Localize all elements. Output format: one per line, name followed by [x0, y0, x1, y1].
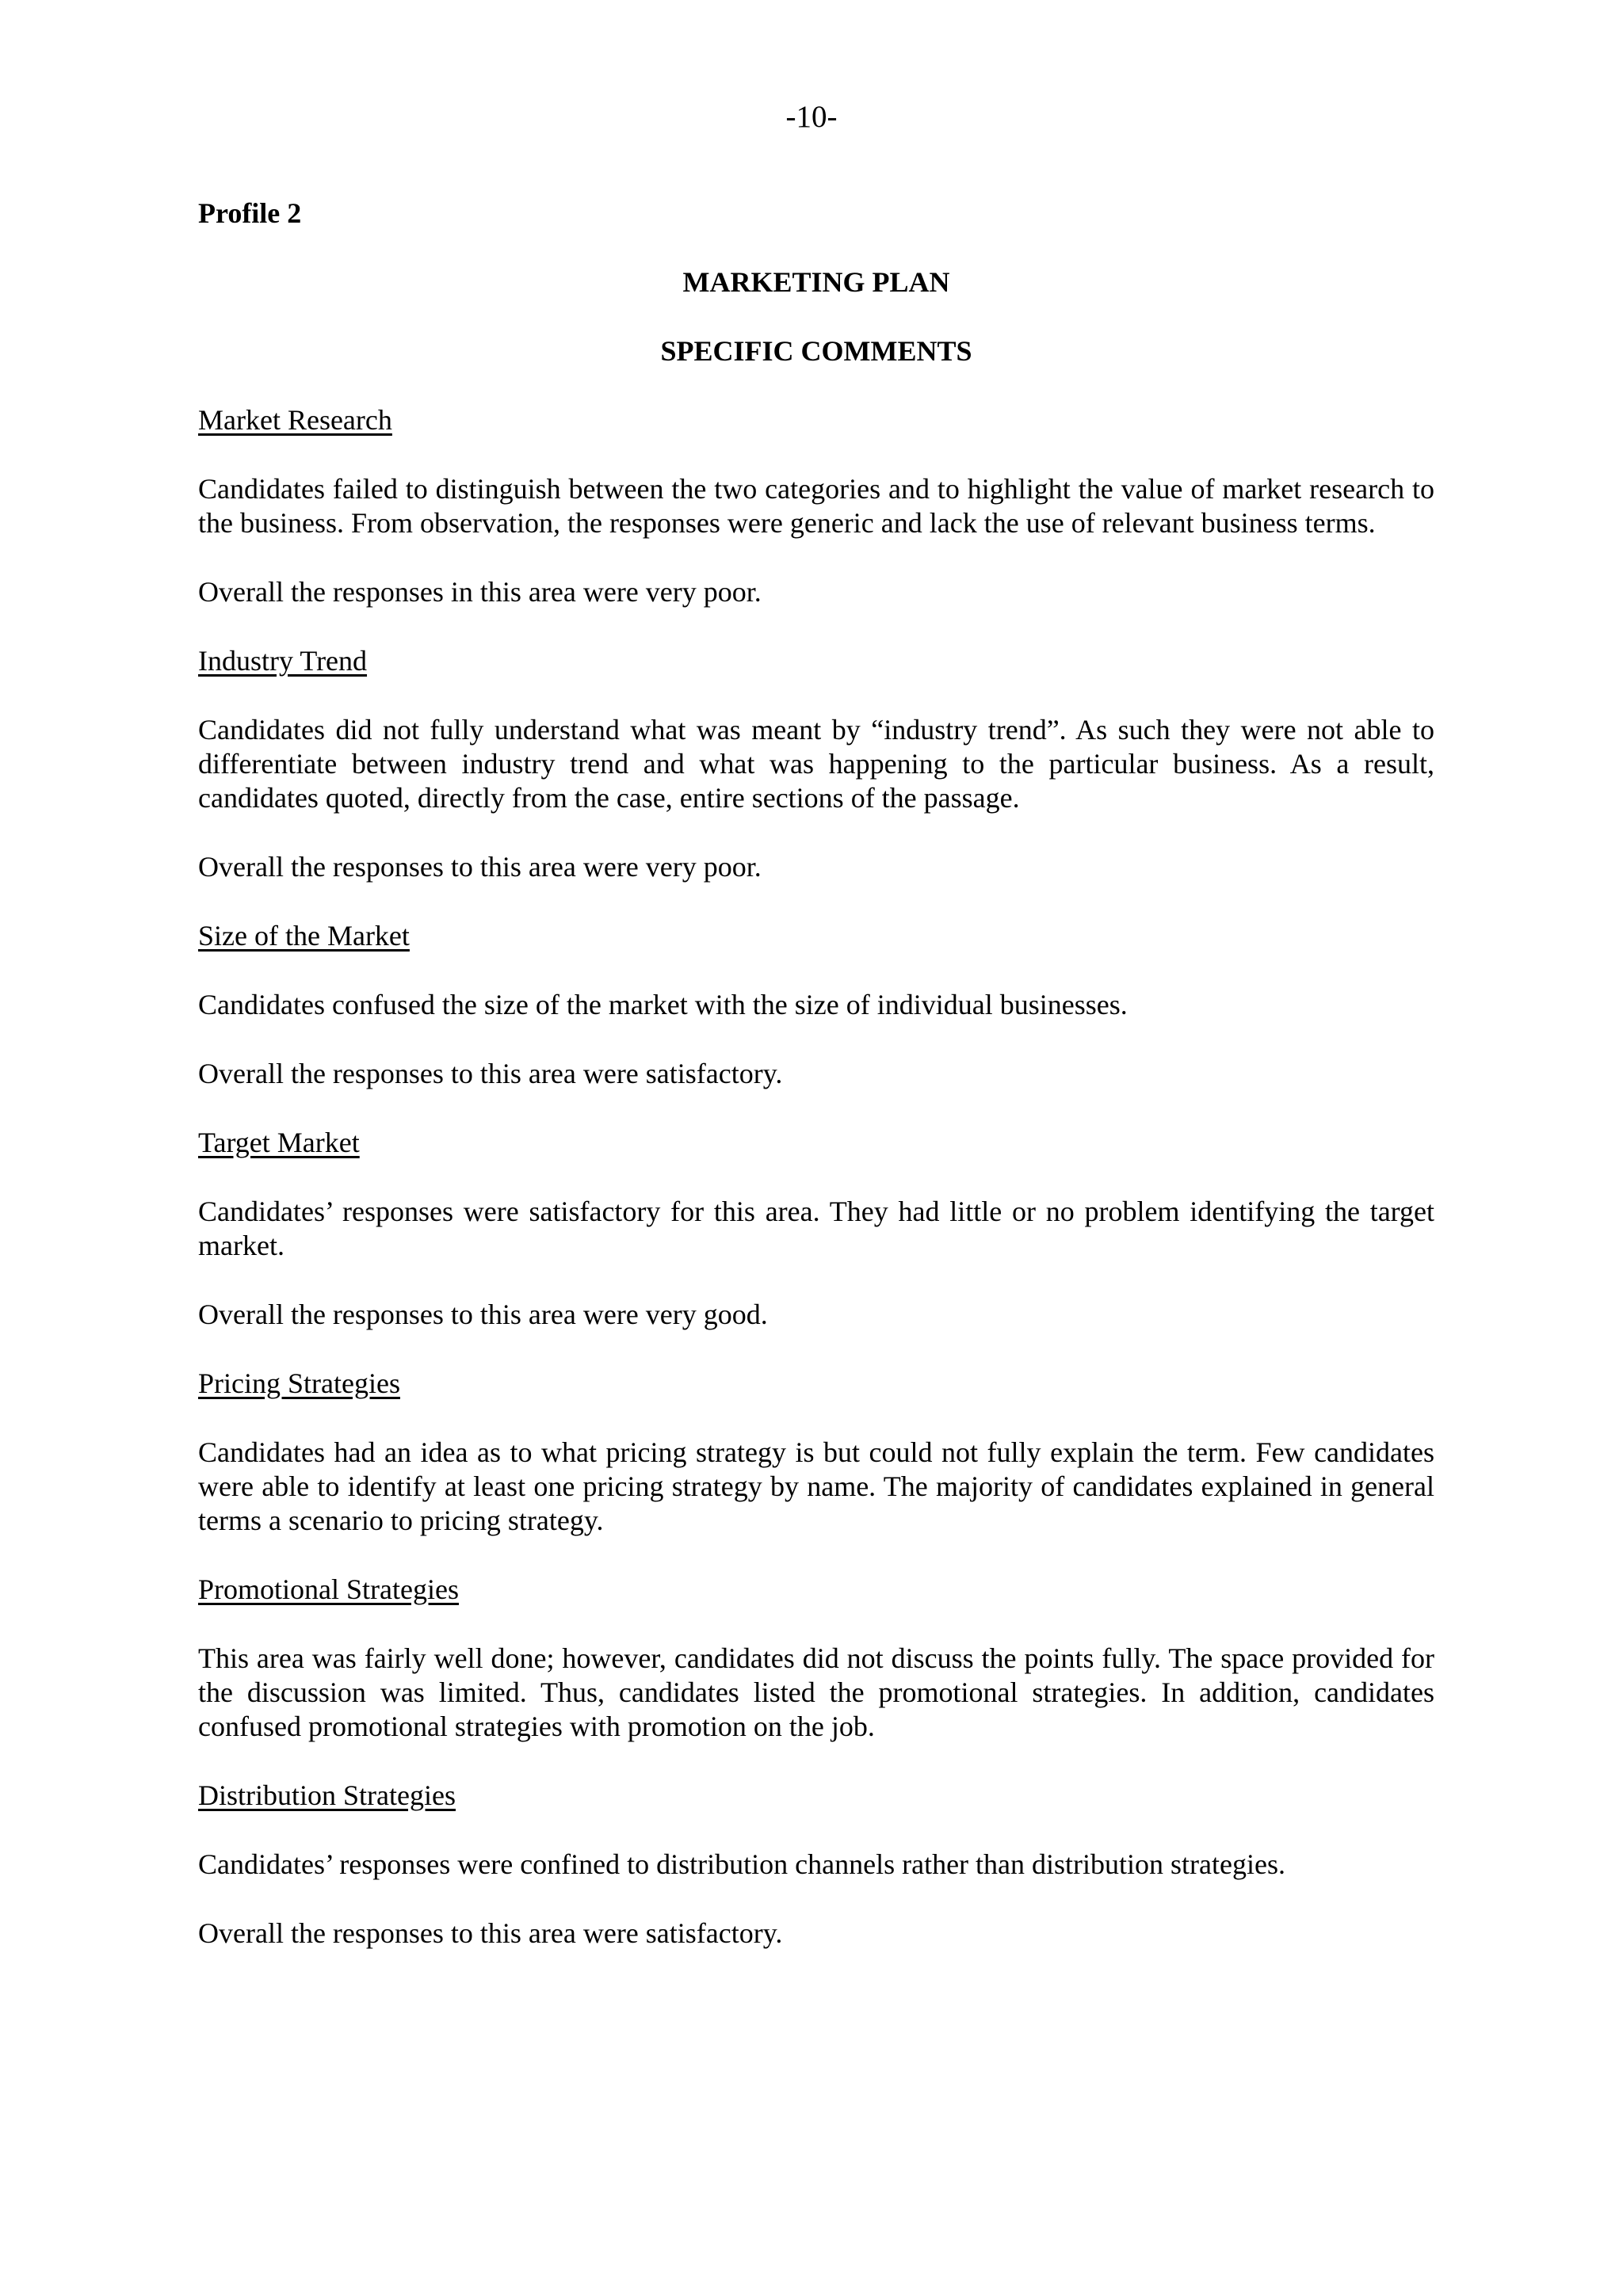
section-title: Industry Trend	[198, 645, 368, 677]
page-number: -10-	[785, 100, 838, 134]
section-summary: Overall the responses to this area were satisfactory.	[198, 1917, 783, 1949]
section-industry-trend	[198, 644, 1434, 884]
section-summary: Overall the responses in this area were very poor.	[198, 576, 762, 608]
section-target-market	[198, 1126, 1434, 1332]
section-promotional-strategies	[198, 1573, 1434, 1744]
document-subheading: SPECIFIC COMMENTS	[660, 335, 972, 367]
section-paragraph: Candidates failed to distinguish between the two categories and to highlight the value of market research to the business. From observation, the responses were generic and lack the use of relevant business terms.	[198, 473, 1434, 539]
section-title: Distribution Strategies	[198, 1779, 456, 1811]
document-body	[198, 196, 1434, 1985]
section-paragraph: Candidates did not fully understand what was meant by “industry trend”. As such they were not able to differentiate between industry trend and what was happening to the particular business. As a result, candidates quoted, directly from the case, entire sections of the passage.	[198, 714, 1434, 814]
section-size-of-market	[198, 919, 1434, 1091]
section-title: Size of the Market	[198, 920, 410, 952]
section-title: Promotional Strategies	[198, 1573, 459, 1605]
section-title: Target Market	[198, 1127, 360, 1158]
section-pricing-strategies	[198, 1367, 1434, 1538]
section-summary: Overall the responses to this area were very poor.	[198, 851, 762, 883]
section-distribution-strategies	[198, 1779, 1434, 1951]
section-summary: Overall the responses to this area were satisfactory.	[198, 1058, 783, 1089]
profile-label: Profile 2	[198, 197, 302, 229]
section-title: Market Research	[198, 404, 392, 436]
section-title: Pricing Strategies	[198, 1367, 400, 1399]
section-paragraph: Candidates had an idea as to what pricing strategy is but could not fully explain the term. Few candidates were able to identify at least one pricing strategy by name. The majority of candidates explained in general terms a scenario to pricing strategy.	[198, 1436, 1434, 1536]
section-paragraph: Candidates’ responses were satisfactory for this area. They had little or no problem identifying the target market.	[198, 1196, 1434, 1261]
section-paragraph: Candidates confused the size of the market with the size of individual businesses.	[198, 989, 1128, 1020]
section-market-research	[198, 403, 1434, 609]
section-paragraph: Candidates’ responses were confined to distribution channels rather than distribution strategies.	[198, 1848, 1285, 1880]
section-paragraph: This area was fairly well done; however, candidates did not discuss the points fully. The space provided for the discussion was limited. Thus, candidates listed the promotional strategies. In addition, candidates confused promotional strategies with promotion on the job.	[198, 1642, 1434, 1742]
document-heading: MARKETING PLAN	[682, 266, 950, 298]
section-summary: Overall the responses to this area were very good.	[198, 1299, 768, 1330]
